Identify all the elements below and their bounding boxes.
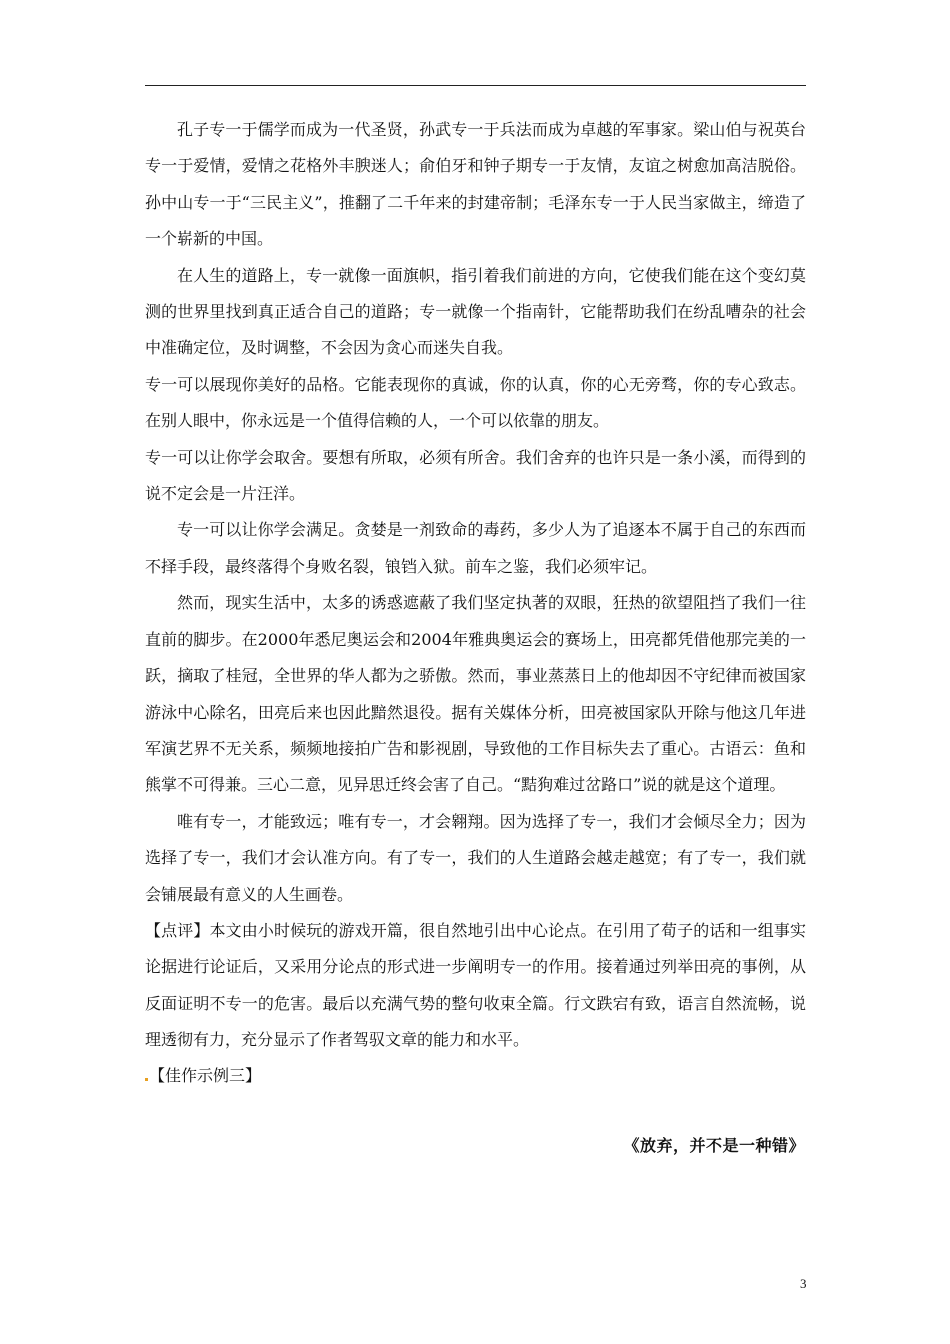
- marker-dot: [145, 1078, 148, 1081]
- paragraph-contentment: 专一可以让你学会满足。贪婪是一剂致命的毒药，多少人为了追逐本不属于自己的东西而不择手段，最终落得个身败名裂，锒铛入狱。前车之鉴，我们必须牢记。: [145, 520, 806, 576]
- paragraph-choices: 专一可以让你学会取舍。要想有所取，必须有所舍。我们舍弃的也许只是一条小溪，而得到的说不定会是一片汪洋。: [145, 447, 806, 504]
- paragraph-conclusion: 唯有专一，才能致远；唯有专一，才会翱翔。因为选择了专一，我们才会倾尽全力；因为选择了专一，我们才会认准方向。有了专一，我们的人生道路会越走越宽；有了专一，我们就会铺展最有意义的人生画卷。: [145, 811, 806, 904]
- paragraph-tian-liang: 然而，现实生活中，太多的诱惑遮蔽了我们坚定执著的双眼，狂热的欲望阻挡了我们一往直前的脚步。在2000年悉尼奥运会和2004年雅典奥运会的赛场上，田亮都凭借他那完美的一跃，摘取了桂冠，全世界的华人都为之骄傲。然而，事业蒸蒸日上的他却因不守纪律而被国家游泳中心除名，田亮后来也因此黯然退役。据有关媒体分析，田亮被国家队开除与他这几年进军演艺界不无关系，频频地接拍广告和影视剧，导致他的工作目标失去了重心。古语云：鱼和熊掌不可得兼。三心二意，见异思迁终会害了自己。“黠狗难过岔路口”说的就是这个道理。: [145, 593, 806, 795]
- page-number: 3: [800, 1276, 807, 1291]
- paragraph-commentary: 【点评】本文由小时候玩的游戏开篇，很自然地引出中心论点。在引用了荀子的话和一组事实论据进行论证后，又采用分论点的形式进一步阐明专一的作用。接着通过列举田亮的事例，从反面证明不专一的危害。最后以充满气势的整句收束全篇。行文跌宕有致，语言自然流畅，说理透彻有力，充分显示了作者驾驭文章的能力和水平。: [145, 920, 806, 1050]
- paragraph-examples: 孔子专一于儒学而成为一代圣贤，孙武专一于兵法而成为卓越的军事家。梁山伯与祝英台专一于爱情，爱情之花格外丰腴迷人；俞伯牙和钟子期专一于友情，友谊之树愈加高洁脱俗。孙中山专一于“三民主义”，推翻了二千年来的封建帝制；毛泽东专一于人民当家做主，缔造了一个崭新的中国。: [145, 120, 806, 249]
- document-body: [145, 112, 806, 1091]
- header-rule: [145, 85, 806, 86]
- paragraph-road-of-life: 在人生的道路上，专一就像一面旗帜，指引着我们前进的方向，它使我们能在这个变幻莫测的世界里找到真正适合自己的道路；专一就像一个指南针，它能帮助我们在纷乱嘈杂的社会中准确定位，及时调整，不会因为贪心而迷失自我。: [145, 265, 806, 358]
- paragraph-character: 专一可以展现你美好的品格。它能表现你的真诚，你的认真，你的心无旁骛，你的专心致志。在别人眼中，你永远是一个值得信赖的人，一个可以依靠的朋友。: [145, 374, 806, 431]
- section-heading-text: 【佳作示例三】: [149, 1065, 262, 1085]
- section-heading: [145, 1061, 806, 1091]
- essay-title: 《放弃，并不是一种错》: [623, 1136, 805, 1155]
